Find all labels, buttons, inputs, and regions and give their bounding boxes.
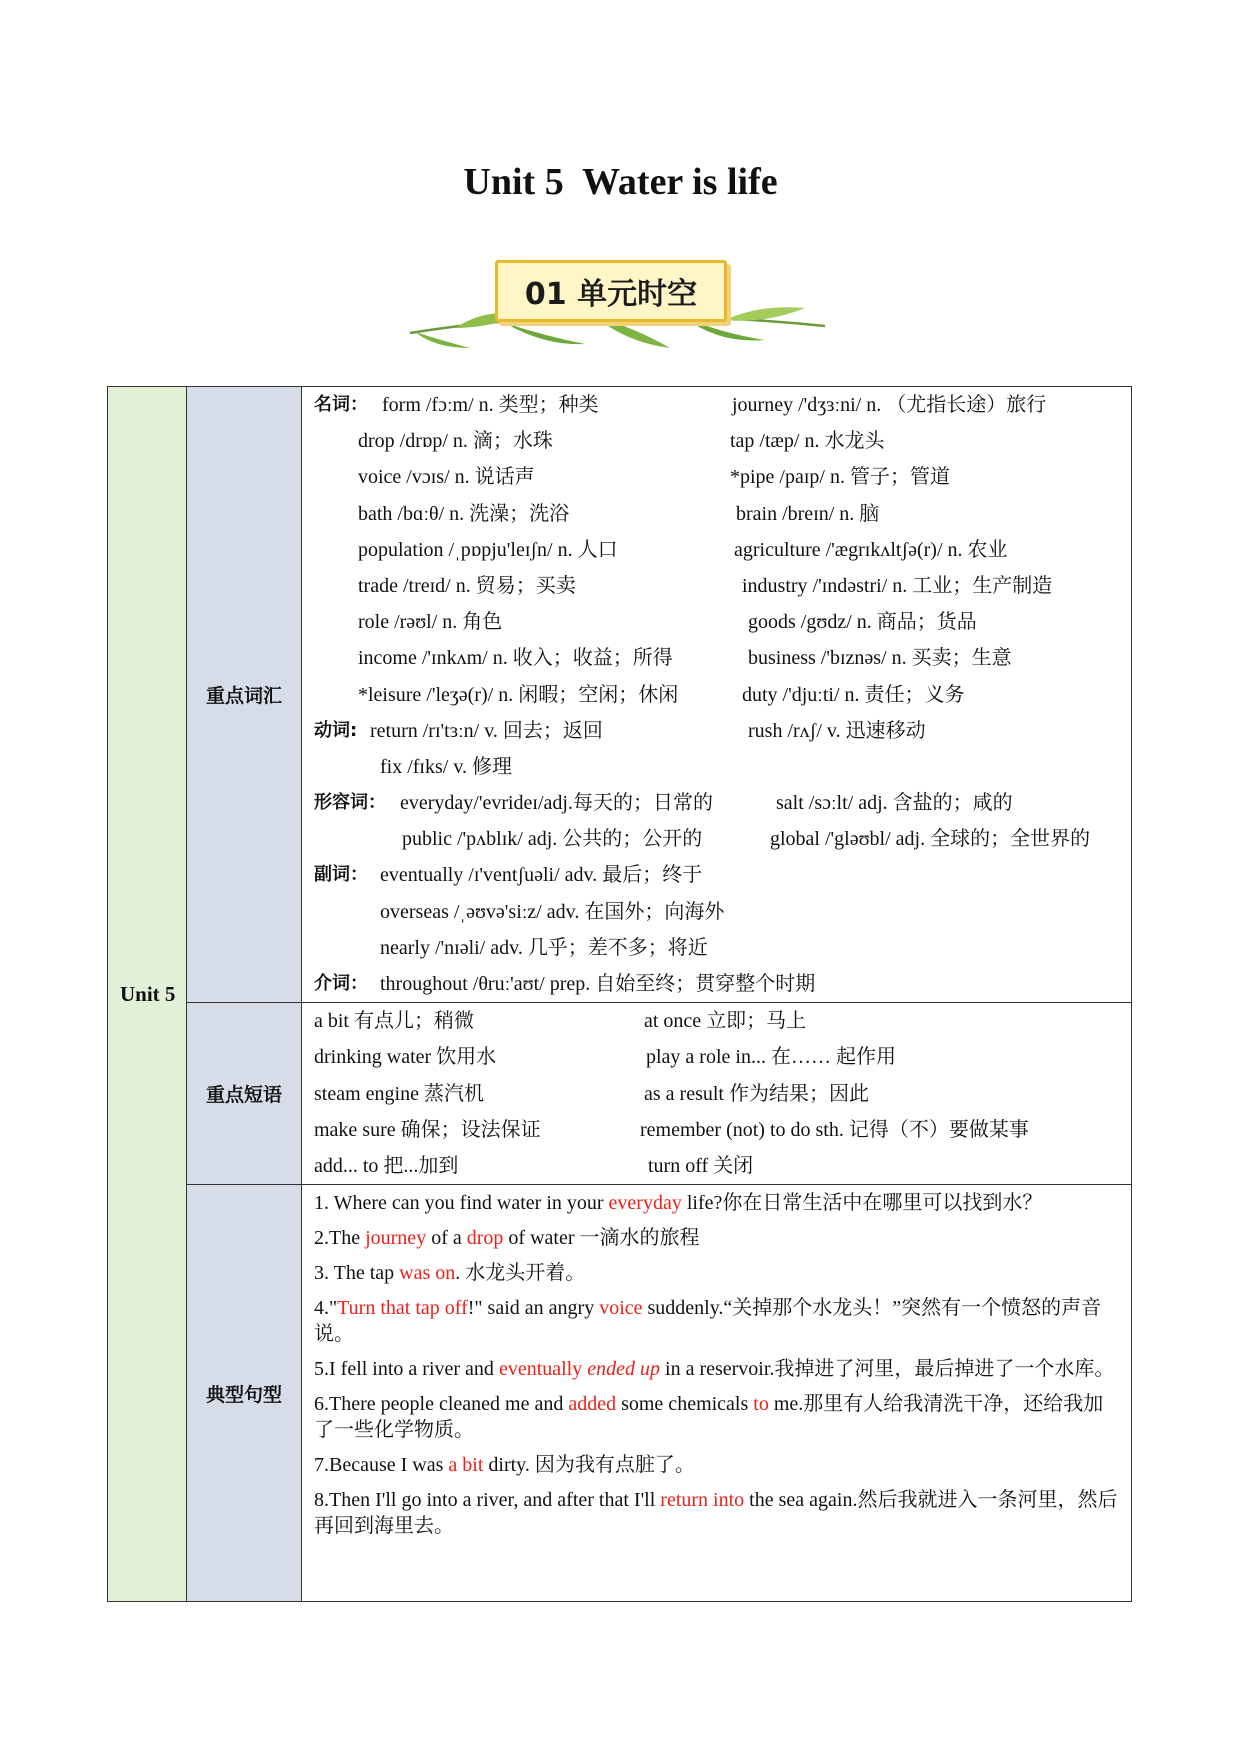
vocab-line (314, 423, 1121, 459)
vocab-left: role /rəʊl/ n. 角色 (358, 611, 503, 634)
vocab-right: industry /'ɪndəstri/ n. 工业；生产制造 (742, 574, 1053, 597)
vocab-left: *leisure /'leʒə(r)/ n. 闲暇；空闲；休闲 (358, 683, 679, 706)
vocab-line (314, 785, 1121, 821)
vocab-right: duty /'djuːti/ n. 责任；义务 (742, 683, 965, 706)
section-banner (395, 248, 840, 360)
vocab-left: bath /bɑːθ/ n. 洗澡；洗浴 (358, 502, 570, 525)
vocab-pos-label: 形容词： (314, 792, 386, 814)
sentence-4: 4."Turn that tap off!" said an angry voice suddenly.“关掉那个水龙头！”突然有一个愤怒的声音说。 (314, 1297, 1102, 1346)
vocab-left: return /rɪ'tɜːn/ v. 回去；返回 (370, 719, 603, 742)
vocab-line (314, 677, 1121, 713)
vocab-pos-label: 动词: (314, 719, 358, 741)
highlight-word: to (753, 1393, 769, 1416)
vocab-right: journey /'dʒɜːni/ n. （尤指长途）旅行 (732, 394, 1047, 416)
phrase-right: at once 立即；马上 (644, 1010, 807, 1033)
phrase-left: make sure 确保；设法保证 (314, 1118, 541, 1141)
unit-table (107, 386, 1132, 1602)
section-sentences-label: 典型句型 (187, 1185, 302, 1602)
sentence-6: 6.There people cleaned me and added some chemicals to me.那里有人给我清洗干净，还给我加了一些化学物质。 (314, 1393, 1104, 1442)
phrase-right: as a result 作为结果；因此 (644, 1082, 869, 1105)
vocab-line (314, 966, 1121, 1002)
vocab-content (302, 387, 1132, 1003)
vocab-line (314, 749, 1121, 785)
vocab-line (314, 459, 1121, 495)
phrase-left: a bit 有点儿；稍微 (314, 1010, 474, 1033)
unit-label: Unit 5 (108, 387, 187, 1602)
vocab-line (314, 568, 1121, 604)
sentence-7: 7.Because I was a bit dirty. 因为我有点脏了。 (314, 1454, 695, 1477)
sentence-3: 3. The tap was on. 水龙头开着。 (314, 1262, 586, 1285)
phrase-right: turn off 关闭 (648, 1154, 754, 1177)
sentence-5: 5.I fell into a river and eventually ended up in a reservoir.我掉进了河里，最后掉进了一个水库。 (314, 1358, 1115, 1381)
vocab-left: overseas /ˌəʊvə'siːz/ adv. 在国外；向海外 (380, 900, 725, 923)
vocab-right: brain /breɪn/ n. 脑 (736, 502, 880, 525)
phrase-right: remember (not) to do sth. 记得（不）要做某事 (640, 1118, 1029, 1141)
highlight-word: return into (660, 1489, 745, 1512)
vocab-left: throughout /θruː'aʊt/ prep. 自始至终；贯穿整个时期 (380, 973, 816, 995)
phrase-row (314, 1148, 1121, 1184)
vocab-pos-label: 介词： (314, 973, 368, 994)
highlight-word: eventually (498, 1358, 583, 1381)
phrase-left: steam engine 蒸汽机 (314, 1082, 484, 1105)
vocab-left: income /'ɪnkʌm/ n. 收入；收益；所得 (358, 647, 673, 670)
sentence-1: 1. Where can you find water in your everyday life?你在日常生活中在哪里可以找到水？ (314, 1192, 1043, 1215)
vocab-pos-label: 名词： (314, 394, 368, 415)
section-badge: 01 单元时空 (495, 260, 727, 322)
highlight-word: was on (399, 1262, 456, 1285)
phrase-row (314, 1112, 1121, 1148)
phrase-row (314, 1039, 1121, 1075)
highlight-word: Turn that tap off (337, 1297, 468, 1320)
phrase-row (314, 1003, 1121, 1039)
vocab-right: *pipe /paɪp/ n. 管子；管道 (730, 466, 950, 489)
phrase-right: play a role in... 在…… 起作用 (646, 1046, 896, 1069)
vocab-line (314, 532, 1121, 568)
section-phrases-label: 重点短语 (187, 1003, 302, 1185)
vocab-right: global /'gləʊbl/ adj. 全球的；全世界的 (770, 828, 1091, 851)
highlight-word: ended up (587, 1358, 661, 1381)
vocab-right: business /'bɪznəs/ n. 买卖；生意 (748, 647, 1012, 670)
vocab-left: eventually /ɪ'ventʃuəli/ adv. 最后；终于 (380, 864, 703, 887)
vocab-left: everyday/'evrideɪ/adj.每天的；日常的 (400, 792, 713, 815)
vocab-left: trade /treɪd/ n. 贸易；买卖 (358, 574, 576, 597)
vocab-right: salt /sɔːlt/ adj. 含盐的；咸的 (776, 792, 1013, 815)
vocab-line (314, 894, 1121, 930)
vocab-left: population /ˌpɒpju'leɪʃn/ n. 人口 (358, 538, 618, 561)
highlight-word: a bit (448, 1454, 484, 1477)
vocab-right: tap /tæp/ n. 水龙头 (730, 430, 885, 453)
phrases-content (302, 1003, 1132, 1185)
sentence-8: 8.Then I'll go into a river, and after that I'll return into the sea again.然后我就进入一条河里，然后再回到海里去。 (314, 1489, 1118, 1538)
vocab-left: form /fɔːm/ n. 类型；种类 (382, 394, 599, 416)
highlight-word: added (568, 1393, 617, 1416)
vocab-line (314, 930, 1121, 966)
vocab-line (314, 821, 1121, 857)
highlight-word: drop (466, 1227, 504, 1250)
highlight-word: journey (365, 1227, 427, 1250)
vocab-left: nearly /'nɪəli/ adv. 几乎；差不多；将近 (380, 936, 708, 959)
vocab-left: public /'pʌblɪk/ adj. 公共的；公开的 (402, 828, 703, 851)
vocab-line (314, 640, 1121, 676)
vocab-left: drop /drɒp/ n. 滴；水珠 (358, 430, 553, 453)
phrase-left: add... to 把...加到 (314, 1154, 459, 1177)
section-vocab-label: 重点词汇 (187, 387, 302, 1003)
vocab-line (314, 713, 1121, 749)
vocab-left: fix /fɪks/ v. 修理 (380, 755, 513, 778)
vocab-line (314, 604, 1121, 640)
vocab-pos-label: 副词： (314, 864, 368, 886)
vocab-right: goods /gʊdz/ n. 商品；货品 (748, 611, 977, 634)
vocab-line (314, 387, 1121, 423)
vocab-right: rush /rʌʃ/ v. 迅速移动 (748, 719, 926, 742)
highlight-word: voice (599, 1297, 643, 1320)
vocab-right: agriculture /'ægrɪkʌltʃə(r)/ n. 农业 (734, 538, 1008, 561)
sentences-content (302, 1185, 1132, 1602)
phrase-row (314, 1076, 1121, 1112)
highlight-word: everyday (608, 1192, 682, 1215)
page-title: Unit 5 Water is life (463, 161, 778, 203)
sentence-2: 2.The journey of a drop of water 一滴水的旅程 (314, 1227, 700, 1250)
vocab-left: voice /vɔɪs/ n. 说话声 (358, 466, 535, 489)
vocab-line (314, 857, 1121, 893)
vocab-line (314, 496, 1121, 532)
phrase-left: drinking water 饮用水 (314, 1046, 497, 1069)
